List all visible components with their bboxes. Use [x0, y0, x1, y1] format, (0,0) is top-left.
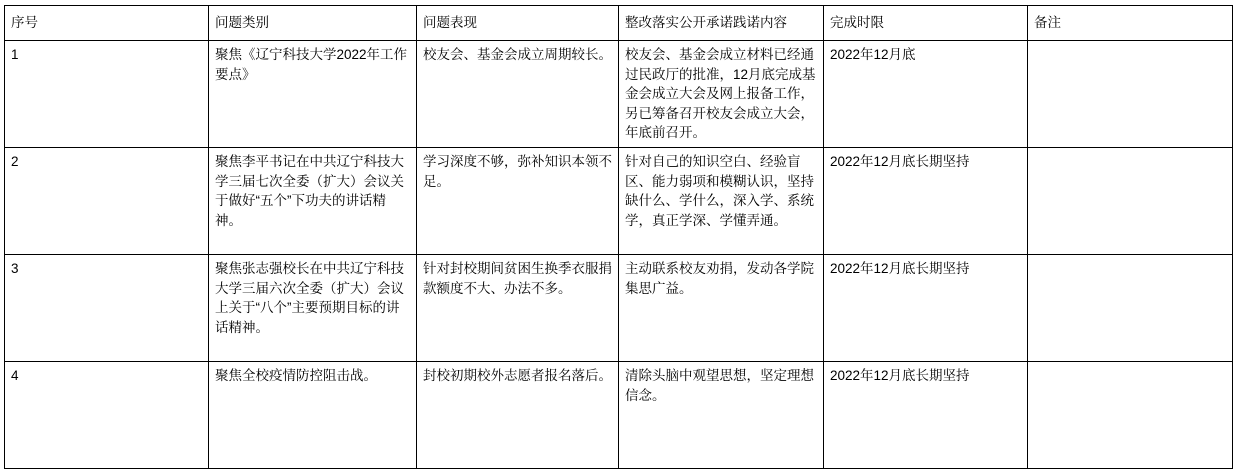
- cell-remark: [1028, 362, 1233, 469]
- column-header-index: 序号: [5, 6, 209, 41]
- cell-remark: [1028, 148, 1233, 255]
- commitment-table: [4, 5, 1233, 469]
- cell-problem: 校友会、基金会成立周期较长。: [417, 41, 619, 148]
- cell-remark: [1028, 41, 1233, 148]
- table-row: [5, 148, 1233, 255]
- cell-deadline: 2022年12月底长期坚持: [824, 255, 1028, 362]
- cell-deadline: 2022年12月底长期坚持: [824, 148, 1028, 255]
- column-header-problem: 问题表现: [417, 6, 619, 41]
- cell-index: 3: [5, 255, 209, 362]
- column-header-commitment: 整改落实公开承诺践诺内容: [619, 6, 824, 41]
- cell-deadline: 2022年12月底长期坚持: [824, 362, 1028, 469]
- cell-index: 2: [5, 148, 209, 255]
- cell-problem: 针对封校期间贫困生换季衣服捐款额度不大、办法不多。: [417, 255, 619, 362]
- cell-category: 聚焦《辽宁科技大学2022年工作要点》: [209, 41, 417, 148]
- table-row: [5, 362, 1233, 469]
- table-container: [4, 5, 1232, 469]
- cell-index: 1: [5, 41, 209, 148]
- cell-category: 聚焦全校疫情防控阻击战。: [209, 362, 417, 469]
- cell-remark: [1028, 255, 1233, 362]
- cell-commitment: 主动联系校友劝捐，发动各学院集思广益。: [619, 255, 824, 362]
- table-row: [5, 41, 1233, 148]
- cell-commitment: 清除头脑中观望思想，坚定理想信念。: [619, 362, 824, 469]
- cell-index: 4: [5, 362, 209, 469]
- column-header-category: 问题类别: [209, 6, 417, 41]
- table-row: [5, 255, 1233, 362]
- cell-problem: 封校初期校外志愿者报名落后。: [417, 362, 619, 469]
- cell-commitment: 校友会、基金会成立材料已经通过民政厅的批准，12月底完成基金会成立大会及网上报备工作，另已筹备召开校友会成立大会，年底前召开。: [619, 41, 824, 148]
- cell-deadline: 2022年12月底: [824, 41, 1028, 148]
- cell-category: 聚焦李平书记在中共辽宁科技大学三届七次全委（扩大）会议关于做好“五个”下功夫的讲话精神。: [209, 148, 417, 255]
- column-header-remark: 备注: [1028, 6, 1233, 41]
- cell-category: 聚焦张志强校长在中共辽宁科技大学三届六次全委（扩大）会议上关于“八个”主要预期目标的讲话精神。: [209, 255, 417, 362]
- table-header-row: [5, 6, 1233, 41]
- cell-commitment: 针对自己的知识空白、经验盲区、能力弱项和模糊认识，坚持缺什么、学什么，深入学、系统学，真正学深、学懂弄通。: [619, 148, 824, 255]
- cell-problem: 学习深度不够，弥补知识本领不足。: [417, 148, 619, 255]
- column-header-deadline: 完成时限: [824, 6, 1028, 41]
